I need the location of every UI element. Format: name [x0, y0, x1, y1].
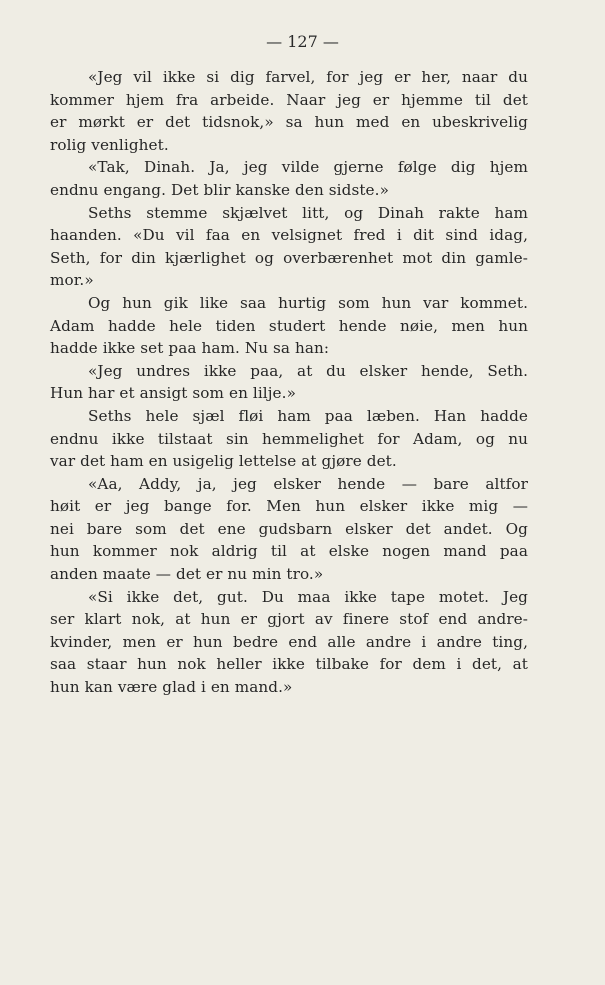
text-line: saa staar hun nok heller ikke tilbake for dem i det, at — [50, 655, 528, 674]
text-line: mor.» — [50, 271, 94, 290]
text-line: endnu engang. Det blir kanske den sidste.» — [50, 180, 389, 199]
text-line: endnu ikke tilstaat sin hemmelighet for Adam, og nu — [50, 429, 528, 448]
text-line: kommer hjem fra arbeide. Naar jeg er hjemme til det — [50, 90, 528, 109]
text-line: «Jeg undres ikke paa, at du elsker hende, Seth. — [88, 361, 528, 380]
text-line: kvinder, men er hun bedre end alle andre i andre ting, — [50, 632, 528, 651]
text-line: «Si ikke det, gut. Du maa ikke tape motet. Jeg — [88, 587, 528, 606]
text-line: var det ham en usigelig lettelse at gjøre det. — [50, 452, 397, 471]
body-text — [50, 66, 528, 699]
text-line: ser klart nok, at hun er gjort av finere stof end andre- — [50, 610, 528, 629]
text-line: Og hun gik like saa hurtig som hun var kommet. — [88, 293, 528, 312]
text-line: haanden. «Du vil faa en velsignet fred i dit sind idag, — [50, 226, 528, 245]
page-number: — 127 — — [266, 32, 339, 51]
text-line: rolig venlighet. — [50, 135, 169, 154]
text-line: Adam hadde hele tiden studert hende nøie, men hun — [50, 316, 528, 335]
text-line: nei bare som det ene gudsbarn elsker det andet. Og — [50, 519, 528, 538]
text-line: hadde ikke set paa ham. Nu sa han: — [50, 339, 330, 358]
text-line: Seths hele sjæl fløi ham paa læben. Han hadde — [88, 406, 528, 425]
text-line: hun kommer nok aldrig til at elske nogen mand paa — [50, 542, 528, 561]
text-line: «Jeg vil ikke si dig farvel, for jeg er her, naar du — [88, 68, 528, 86]
text-line: «Tak, Dinah. Ja, jeg vilde gjerne følge dig hjem — [88, 158, 528, 177]
text-line: anden maate — det er nu min tro.» — [50, 565, 324, 584]
text-line: «Aa, Addy, ja, jeg elsker hende — bare altfor — [88, 474, 528, 493]
text-line: høit er jeg bange for. Men hun elsker ikke mig — — [50, 497, 528, 516]
text-line: er mørkt er det tidsnok,» sa hun med en ubeskrivelig — [50, 113, 528, 132]
text-line: Seths stemme skjælvet litt, og Dinah rakte ham — [88, 203, 528, 222]
text-line: Hun har et ansigt som en lilje.» — [50, 384, 296, 403]
text-line: Seth, for din kjærlighet og overbærenhet mot din gamle- — [50, 248, 528, 267]
text-line: hun kan være glad i en mand.» — [50, 678, 293, 697]
